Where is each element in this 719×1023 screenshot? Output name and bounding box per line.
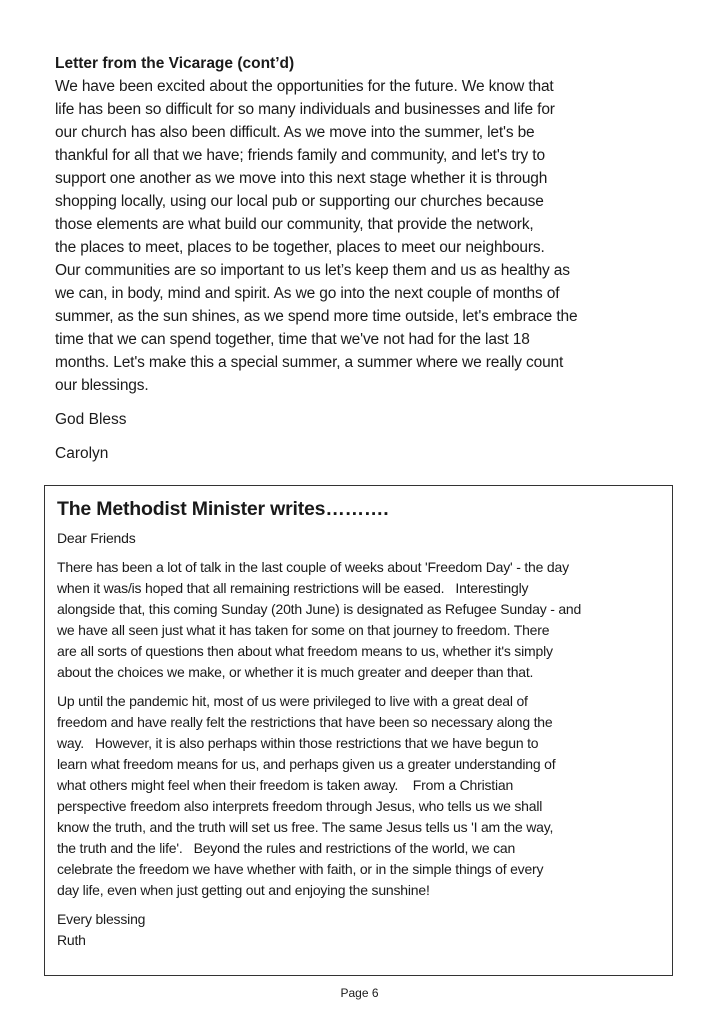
vicarage-line: those elements are what build our community, that provide the network,: [55, 216, 534, 233]
page-number: Page 6: [340, 986, 379, 1000]
paragraph-line: when it was/is hoped that all remaining restrictions will be eased. Interestingly: [57, 580, 529, 596]
vicarage-line: time that we can spend together, time that we've not had for the last 18: [55, 331, 530, 348]
vicarage-line: We have been excited about the opportunities for the future. We know that: [55, 78, 554, 95]
methodist-paragraph-2: [57, 691, 667, 901]
methodist-signature: Ruth: [57, 932, 86, 948]
vicarage-line: summer, as the sun shines, as we spend more time outside, let's embrace the: [55, 308, 578, 325]
paragraph-line: are all sorts of questions then about what freedom means to us, whether it's simply: [57, 643, 553, 659]
vicarage-line: shopping locally, using our local pub or supporting our churches because: [55, 193, 544, 210]
vicarage-body: [55, 75, 675, 397]
paragraph-line: alongside that, this coming Sunday (20th June) is designated as Refugee Sunday - and: [57, 601, 582, 617]
vicarage-title: Letter from the Vicarage (cont’d): [55, 55, 295, 72]
paragraph-line: day life, even when just getting out and enjoying the sunshine!: [57, 882, 430, 898]
paragraph-line: learn what freedom means for us, and perhaps given us a greater understanding of: [57, 756, 556, 772]
paragraph-line: we have all seen just what it has taken for some on that journey to freedom. There: [57, 622, 550, 638]
vicarage-closing: God Bless: [55, 411, 127, 428]
methodist-greeting: Dear Friends: [57, 530, 136, 546]
methodist-paragraph-1: [57, 557, 667, 683]
paragraph-line: freedom and have really felt the restrictions that have been so necessary along the: [57, 714, 553, 730]
vicarage-letter: [55, 52, 675, 465]
vicarage-line: the places to meet, places to be together, places to meet our neighbours.: [55, 239, 545, 256]
vicarage-line: life has been so difficult for so many individuals and businesses and life for: [55, 101, 555, 118]
vicarage-line: support one another as we move into this next stage whether it is through: [55, 170, 548, 187]
vicarage-line: Our communities are so important to us let’s keep them and us as healthy as: [55, 262, 570, 279]
vicarage-signature: Carolyn: [55, 445, 109, 462]
paragraph-line: the truth and the life'. Beyond the rules and restrictions of the world, we can: [57, 840, 516, 856]
paragraph-line: celebrate the freedom we have whether with faith, or in the simple things of every: [57, 861, 544, 877]
paragraph-line: way. However, it is also perhaps within those restrictions that we have begun to: [57, 735, 539, 751]
paragraph-line: perspective freedom also interprets freedom through Jesus, who tells us we shall: [57, 798, 543, 814]
paragraph-line: There has been a lot of talk in the last couple of weeks about 'Freedom Day' - the day: [57, 559, 569, 575]
methodist-title: The Methodist Minister writes……….: [57, 498, 389, 520]
vicarage-line: thankful for all that we have; friends family and community, and let's try to: [55, 147, 545, 164]
vicarage-line: our blessings.: [55, 377, 149, 394]
paragraph-line: what others might feel when their freedom is taken away. From a Christian: [57, 777, 514, 793]
paragraph-line: about the choices we make, or whether it is much greater and deeper than that.: [57, 664, 534, 680]
methodist-minister-box: [44, 485, 673, 976]
methodist-letter: [57, 496, 667, 951]
vicarage-line: our church has also been difficult. As we move into the summer, let's be: [55, 124, 535, 141]
vicarage-line: we can, in body, mind and spirit. As we go into the next couple of months of: [55, 285, 560, 302]
vicarage-line: months. Let's make this a special summer, a summer where we really count: [55, 354, 564, 371]
methodist-closing: Every blessing: [57, 911, 146, 927]
paragraph-line: Up until the pandemic hit, most of us were privileged to live with a great deal of: [57, 693, 528, 709]
paragraph-line: know the truth, and the truth will set us free. The same Jesus tells us 'I am the way,: [57, 819, 554, 835]
